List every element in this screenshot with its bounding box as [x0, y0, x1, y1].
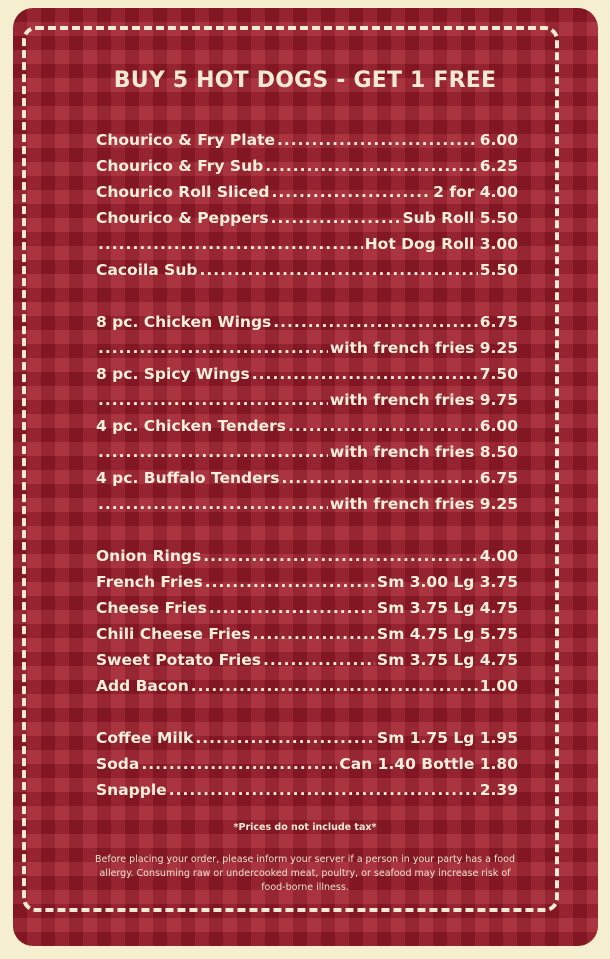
menu-item-row [96, 205, 518, 231]
menu-item-price: 1.00 [479, 677, 518, 695]
menu-item-row [96, 465, 518, 491]
dot-leader [98, 387, 328, 413]
menu-item-row [96, 647, 518, 673]
dot-leader [265, 153, 478, 179]
menu-item-row [96, 569, 518, 595]
menu-item-price: 6.75 [479, 313, 518, 331]
menu-item-name: Cacoila Sub [96, 261, 198, 279]
dot-leader [282, 465, 478, 491]
menu-item-price: 6.25 [479, 157, 518, 175]
menu-item-price: Sub Roll 5.50 [402, 209, 518, 227]
dot-leader [98, 439, 328, 465]
menu-list [96, 127, 518, 803]
menu-item-row [96, 257, 518, 283]
dot-leader [252, 361, 478, 387]
menu-item-price: 6.75 [479, 469, 518, 487]
dot-leader [169, 777, 478, 803]
menu-item-name: Sweet Potato Fries [96, 651, 261, 669]
menu-item-row [96, 673, 518, 699]
menu-item-name: Snapple [96, 781, 167, 799]
menu-item-price: with french fries 9.25 [329, 495, 518, 513]
menu-item-name: Add Bacon [96, 677, 189, 695]
menu-item-name: Coffee Milk [96, 729, 194, 747]
menu-item-row [96, 595, 518, 621]
dot-leader [195, 725, 375, 751]
menu-item-name: Cheese Fries [96, 599, 207, 617]
group-gap [96, 517, 518, 543]
menu-item-row [96, 361, 518, 387]
menu-item-name: Chourico & Peppers [96, 209, 269, 227]
menu-item-name: Chourico Roll Sliced [96, 183, 270, 201]
menu-item-row [96, 777, 518, 803]
menu-item-row [96, 725, 518, 751]
menu-item-row [96, 751, 518, 777]
menu-item-row [96, 621, 518, 647]
dot-leader [273, 309, 477, 335]
menu-item-row [96, 179, 518, 205]
dot-leader [271, 179, 431, 205]
menu-item-name: 8 pc. Chicken Wings [96, 313, 272, 331]
menu-item-price: Sm 3.75 Lg 4.75 [377, 599, 518, 617]
allergy-disclaimer: Before placing your order, please inform your server if a person in your party has a food allergy. Consuming raw or undercooked meat, poultry, or seafood may increase risk of food-borne illness. [95, 854, 515, 893]
menu-item-name: Chourico & Fry Plate [96, 131, 275, 149]
menu-item-name: Chourico & Fry Sub [96, 157, 264, 175]
menu-item-row [96, 413, 518, 439]
menu-item-row [96, 335, 518, 361]
menu-item-price: Sm 4.75 Lg 5.75 [377, 625, 518, 643]
dot-leader [277, 127, 478, 153]
menu-item-row [96, 543, 518, 569]
group-gap [96, 283, 518, 309]
dot-leader [288, 413, 478, 439]
menu-item-price: 6.00 [479, 131, 518, 149]
menu-item-name: Chili Cheese Fries [96, 625, 251, 643]
menu-item-price: 2.39 [479, 781, 518, 799]
menu-item-price: 4.00 [479, 547, 518, 565]
dot-leader [199, 257, 477, 283]
menu-item-price: 5.50 [479, 261, 518, 279]
menu-item-row [96, 309, 518, 335]
menu-item-price: Hot Dog Roll 3.00 [364, 235, 518, 253]
dot-leader [141, 751, 337, 777]
dot-leader [253, 621, 375, 647]
menu-item-row [96, 231, 518, 257]
dot-leader [271, 205, 401, 231]
menu-item-price: Can 1.40 Bottle 1.80 [339, 755, 518, 773]
menu-item-row [96, 387, 518, 413]
dot-leader [263, 647, 375, 673]
menu-item-price: 6.00 [479, 417, 518, 435]
menu-item-name: Soda [96, 755, 140, 773]
menu-item-name: 4 pc. Chicken Tenders [96, 417, 287, 435]
dot-leader [205, 569, 375, 595]
group-gap [96, 699, 518, 725]
dot-leader [203, 543, 478, 569]
dot-leader [98, 335, 328, 361]
menu-item-price: with french fries 9.25 [329, 339, 518, 357]
menu-item-row [96, 127, 518, 153]
menu-item-price: 7.50 [479, 365, 518, 383]
menu-item-name: 8 pc. Spicy Wings [96, 365, 250, 383]
dot-leader [98, 231, 363, 257]
menu-title: BUY 5 HOT DOGS - GET 1 FREE [113, 68, 497, 93]
menu-item-price: Sm 3.75 Lg 4.75 [377, 651, 518, 669]
menu-item-row [96, 153, 518, 179]
menu-item-name: French Fries [96, 573, 203, 591]
menu-item-price: Sm 1.75 Lg 1.95 [377, 729, 518, 747]
dot-leader [209, 595, 375, 621]
menu-item-row [96, 439, 518, 465]
menu-item-price: Sm 3.00 Lg 3.75 [377, 573, 518, 591]
dot-leader [98, 491, 328, 517]
menu-item-row [96, 491, 518, 517]
menu-item-price: with french fries 8.50 [329, 443, 518, 461]
menu-item-name: 4 pc. Buffalo Tenders [96, 469, 280, 487]
dot-leader [191, 673, 478, 699]
menu-item-price: 2 for 4.00 [433, 183, 518, 201]
menu-item-name: Onion Rings [96, 547, 202, 565]
menu-item-price: with french fries 9.75 [329, 391, 518, 409]
tax-note: *Prices do not include tax* [233, 822, 377, 833]
